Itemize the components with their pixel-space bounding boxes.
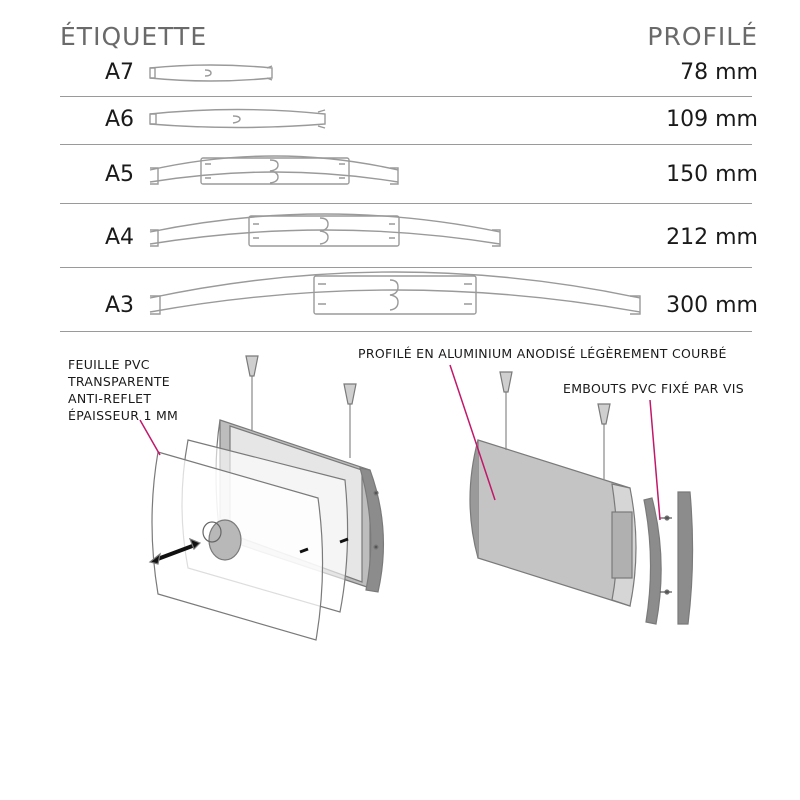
end-caps-annotation: EMBOUTS PVC FIXÉ PAR VIS [563, 381, 744, 396]
row-label-a3: A3 [105, 293, 135, 318]
profile-section-a6 [150, 110, 325, 129]
profile-column-header: PROFILÉ [647, 22, 758, 51]
profile-annotation: PROFILÉ EN ALUMINIUM ANODISÉ LÉGÈREMENT COURBÉ [358, 346, 727, 361]
profile-section-a7 [150, 65, 272, 81]
profile-section-a4 [150, 214, 500, 246]
row-label-a4: A4 [105, 225, 135, 250]
row-label-a7: A7 [105, 60, 135, 85]
row-value-a6: 109 mm [666, 107, 758, 132]
row-label-a6: A6 [105, 107, 135, 132]
row-label-a5: A5 [105, 162, 135, 187]
exploded-view-profile [470, 372, 693, 624]
leader-line-pvc [140, 420, 160, 455]
label-column-header: ÉTIQUETTE [60, 22, 208, 51]
row-value-a5: 150 mm [666, 162, 758, 187]
row-value-a4: 212 mm [666, 225, 758, 250]
row-value-a3: 300 mm [666, 293, 758, 318]
profile-section-a5 [150, 156, 398, 184]
profile-section-a3 [150, 272, 640, 314]
row-value-a7: 78 mm [680, 60, 758, 85]
pvc-sheet-annotation: FEUILLE PVC TRANSPARENTE ANTI-REFLET ÉPAISSEUR 1 MM [68, 357, 179, 423]
